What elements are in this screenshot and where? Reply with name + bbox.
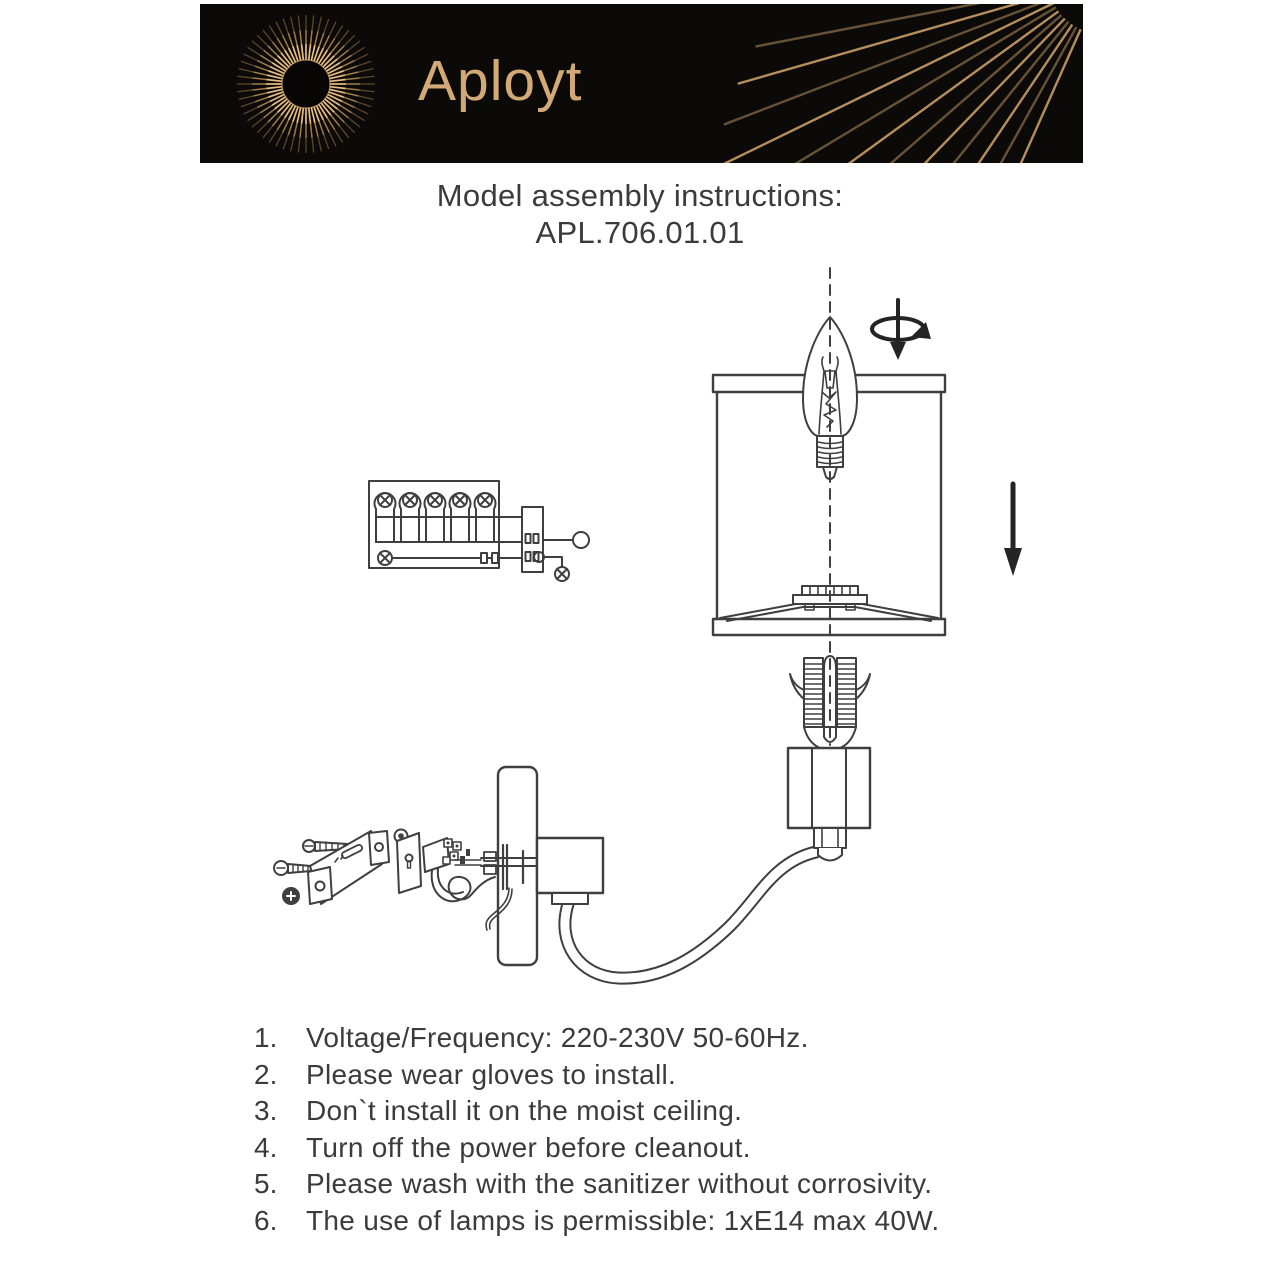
- list-item: [254, 1203, 939, 1240]
- model-number: APL.706.01.01: [535, 215, 745, 250]
- item-text: The use of lamps is permissible: 1xE14 max 40W.: [306, 1204, 940, 1236]
- item-number: 4.: [254, 1131, 278, 1163]
- item-text: Turn off the power before cleanout.: [306, 1131, 751, 1163]
- item-text: Please wash with the sanitizer without corrosivity.: [306, 1168, 933, 1199]
- item-number: 2.: [254, 1058, 278, 1090]
- mounting-bracket-drawing: [274, 830, 495, 905]
- rotation-arrow-icon: [872, 300, 931, 360]
- list-item: [254, 1130, 939, 1167]
- page-title: Model assembly instructions:: [436, 178, 844, 213]
- list-item: [254, 1057, 939, 1094]
- item-text: Don`t install it on the moist ceiling.: [306, 1095, 743, 1126]
- item-number: 5.: [254, 1168, 278, 1199]
- item-text: Please wear gloves to install.: [306, 1058, 677, 1090]
- wiring-diagram: [369, 481, 589, 581]
- brand-wordmark: Aployt: [418, 48, 583, 113]
- down-arrow-icon: [1004, 484, 1022, 576]
- item-number: 1.: [254, 1022, 278, 1053]
- item-number: 6.: [254, 1204, 278, 1236]
- wall-plate-drawing: [481, 767, 603, 965]
- list-item: [254, 1166, 939, 1203]
- socket-drawing: [788, 656, 870, 861]
- list-item: [254, 1093, 939, 1130]
- list-item: [254, 1020, 939, 1057]
- instruction-list: [254, 1020, 939, 1239]
- item-text: Voltage/Frequency: 220-230V 50-60Hz.: [306, 1022, 809, 1053]
- item-number: 3.: [254, 1095, 278, 1126]
